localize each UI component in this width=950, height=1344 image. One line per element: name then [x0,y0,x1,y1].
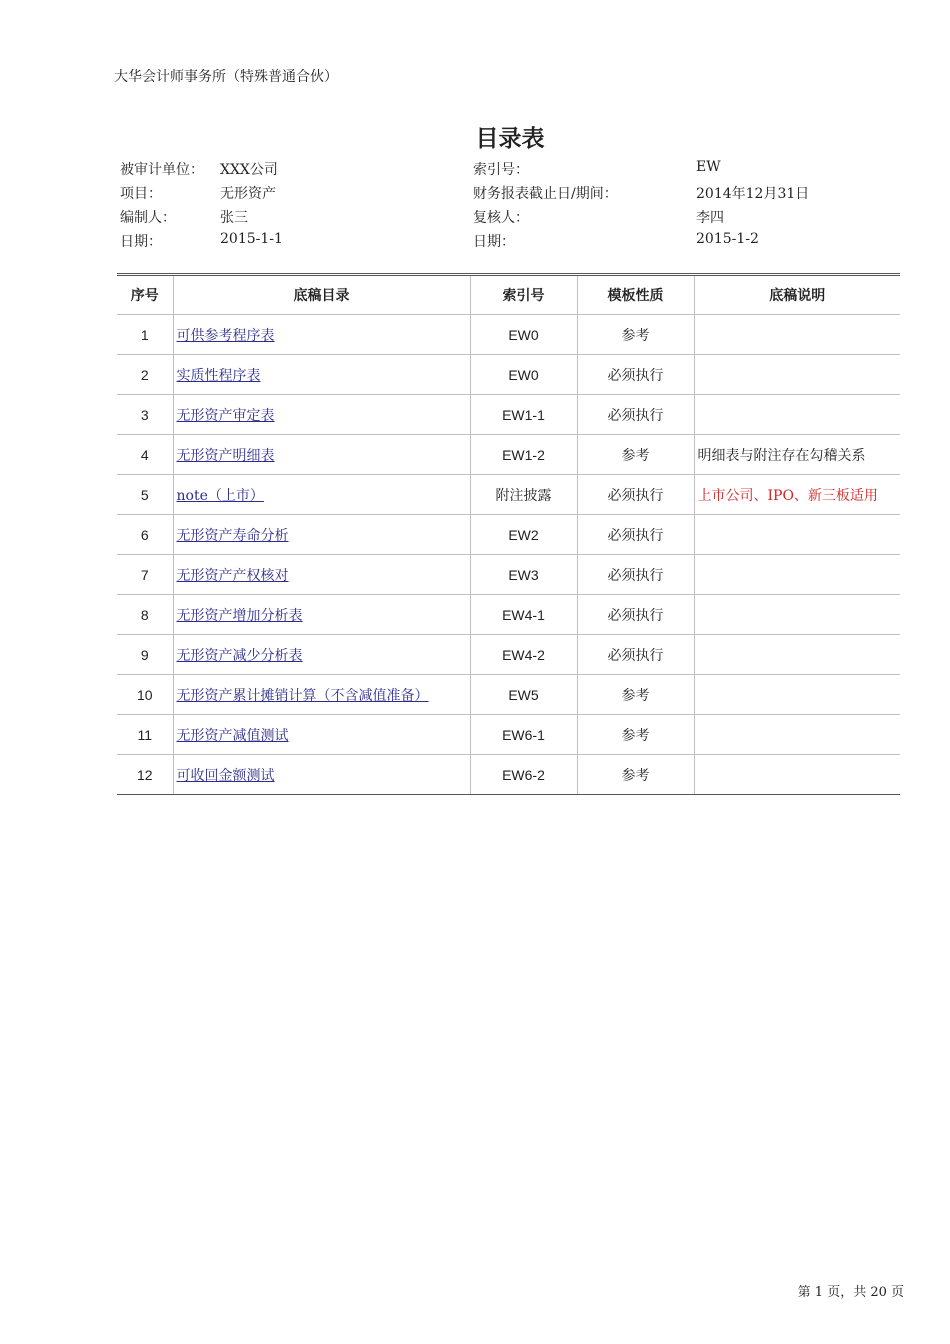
meta-label: 日期： [120,234,162,250]
page-title: 目录表 [475,126,545,152]
row-note [694,515,900,555]
col-header-nature: 模板性质 [577,275,694,315]
col-header-no: 序号 [117,275,173,315]
page-footer: 第 1 页，共 20 页 [797,1285,904,1300]
meta-label: 财务报表截止日/期间： [473,186,618,202]
row-index: EW0 [470,355,577,395]
meta-label: 复核人： [473,210,529,226]
row-note [694,355,900,395]
row-note [694,595,900,635]
workpaper-link[interactable]: 无形资产明细表 [176,447,275,464]
col-header-name: 底稿目录 [173,275,470,315]
row-nature: 参考 [577,715,694,755]
table-row [117,715,900,755]
firm-name: 大华会计师事务所（特殊普通合伙） [114,69,338,85]
row-index: EW1-1 [470,395,577,435]
row-note [694,395,900,435]
row-index: EW4-1 [470,595,577,635]
table-row [117,395,900,435]
row-number: 10 [117,675,173,715]
row-number: 4 [117,435,173,475]
row-nature: 必须执行 [577,475,694,515]
workpaper-link[interactable]: 无形资产累计摊销计算（不含减值准备） [176,687,429,704]
workpaper-link[interactable]: 无形资产审定表 [176,407,275,424]
row-number: 8 [117,595,173,635]
row-number: 1 [117,315,173,355]
meta-label: 日期： [473,234,515,250]
table-row [117,355,900,395]
meta-label: 编制人： [120,210,176,226]
row-index: EW6-2 [470,755,577,795]
row-index: EW6-1 [470,715,577,755]
row-number: 2 [117,355,173,395]
row-note [694,555,900,595]
workpaper-link[interactable]: 无形资产增加分析表 [176,607,303,624]
row-number: 3 [117,395,173,435]
row-note [694,715,900,755]
row-note [694,635,900,675]
workpaper-link[interactable]: 实质性程序表 [176,367,261,384]
col-header-note: 底稿说明 [694,275,900,315]
row-note: 明细表与附注存在勾稽关系 [694,435,900,475]
meta-label: 项目： [120,186,162,202]
row-nature: 参考 [577,315,694,355]
row-note: 上市公司、IPO、新三板适用 [694,475,900,515]
workpaper-link[interactable]: 无形资产减值测试 [176,727,289,744]
row-note [694,755,900,795]
row-index: EW0 [470,315,577,355]
meta-value-period: 2014年12月31日 [696,186,810,202]
row-nature: 必须执行 [577,635,694,675]
meta-row [120,159,204,179]
row-number: 6 [117,515,173,555]
meta-value-review-date: 2015-1-2 [696,231,759,247]
row-nature: 必须执行 [577,515,694,555]
meta-value-auditee: XXX公司 [220,162,278,178]
meta-label: 被审计单位： [120,162,204,178]
workpaper-link[interactable]: 无形资产寿命分析 [176,527,289,544]
row-note [694,315,900,355]
col-header-index: 索引号 [470,275,577,315]
table-row [117,755,900,795]
row-nature: 必须执行 [577,595,694,635]
row-nature: 参考 [577,435,694,475]
row-note [694,675,900,715]
table-row [117,555,900,595]
meta-value-index: EW [696,159,721,175]
row-index: EW1-2 [470,435,577,475]
row-index: 附注披露 [470,475,577,515]
directory-table [117,273,900,795]
meta-label: 索引号： [473,162,529,178]
row-nature: 必须执行 [577,555,694,595]
meta-value-preparer: 张三 [220,210,248,226]
meta-value-prep-date: 2015-1-1 [220,231,283,247]
meta-value-project: 无形资产 [220,186,276,202]
row-index: EW4-2 [470,635,577,675]
table-row [117,515,900,555]
row-nature: 参考 [577,755,694,795]
row-nature: 必须执行 [577,395,694,435]
workpaper-link[interactable]: 可供参考程序表 [176,327,275,344]
row-index: EW3 [470,555,577,595]
workpaper-link[interactable]: 可收回金额测试 [176,767,275,784]
table-row [117,435,900,475]
row-index: EW5 [470,675,577,715]
table-row [117,315,900,355]
table-row [117,635,900,675]
table-row [117,675,900,715]
workpaper-link[interactable]: note（上市） [176,487,264,504]
table-row [117,595,900,635]
meta-value-reviewer: 李四 [696,210,724,226]
row-number: 11 [117,715,173,755]
row-nature: 必须执行 [577,355,694,395]
row-number: 12 [117,755,173,795]
workpaper-link[interactable]: 无形资产产权核对 [176,567,289,584]
row-number: 7 [117,555,173,595]
row-nature: 参考 [577,675,694,715]
table-header-row [117,275,900,315]
table-row [117,475,900,515]
workpaper-link[interactable]: 无形资产减少分析表 [176,647,303,664]
row-index: EW2 [470,515,577,555]
row-number: 9 [117,635,173,675]
row-number: 5 [117,475,173,515]
